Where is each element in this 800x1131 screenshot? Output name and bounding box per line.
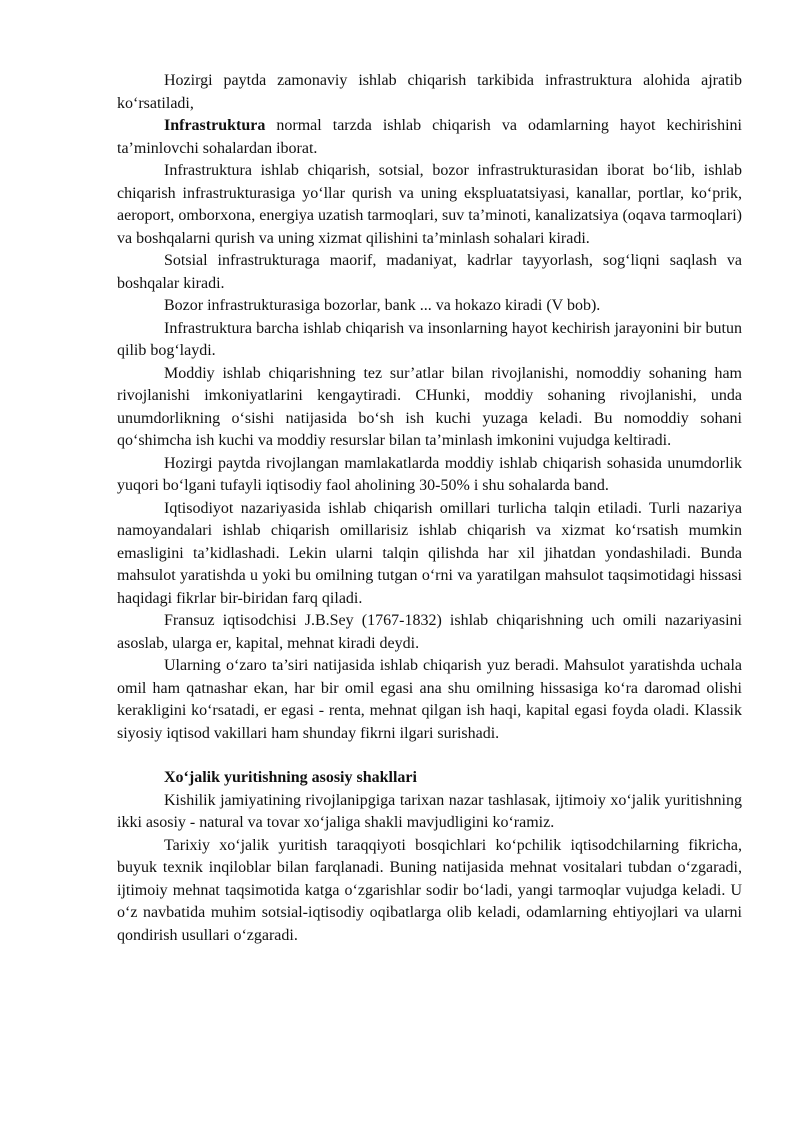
paragraph: Infrastruktura ishlab chiqarish, sotsial, bozor infrastrukturasidan iborat bo‘lib, ishlab chiqarish infrastrukturasiga yo‘llar qurish va uning ekspluatatsiyasi, kanallar, portlar, ko‘prik, aeroport, omborxona, energiya uzatish tarmoqlari, suv ta’minoti, kanalizatsiya (oqava tarmoqlari) va boshqalarni qurish va uning xizmat qilishini ta’minlash sohalari kiradi. <box>117 162 742 247</box>
paragraph-text: normal tarzda ishlab chiqarish va odamlarning hayot kechirishini ta’minlovchi sohalardan iborat. <box>117 117 742 157</box>
paragraph <box>117 115 742 160</box>
paragraph: Sotsial infrastrukturaga maorif, madaniyat, kadrlar tayyorlash, sog‘liqni saqlash va boshqalar kiradi. <box>117 252 742 292</box>
paragraph: Hozirgi paytda zamonaviy ishlab chiqarish tarkibida infrastruktura alohida ajratib ko‘rsatiladi, <box>117 72 742 112</box>
bold-term: Infrastruktura <box>164 117 266 134</box>
paragraph: Iqtisodiyot nazariyasida ishlab chiqarish omillari turlicha talqin etiladi. Turli nazariya namoyandalari ishlab chiqarish omillarisiz ishlab chiqarish va xizmat ko‘rsatish mumkin emasligini ta’kidlashadi. Lekin ularni talqin qilishda har xil jihatdan yondashiladi. Bunda mahsulot yaratishda u yoki bu omilning tutgan o‘rni va yaratilgan mahsulot taqsimotidagi hissasi haqidagi fikrlar bir-biridan farq qiladi. <box>117 499 742 607</box>
paragraph: Tarixiy xo‘jalik yuritish taraqqiyoti bosqichlari ko‘pchilik iqtisodchilarning fikricha, buyuk texnik inqiloblar bilan farqlanadi. Buning natijasida mehnat vositalari tubdan o‘zgaradi, ijtimoiy mehnat taqsimotida katga o‘zgarishlar sodir bo‘ladi, yangi tarmoqlar vujudga keladi. U o‘z navbatida muhim sotsial-iqtisodiy oqibatlarga olib keladi, odamlarning ehtiyojlari va ularni qondirish usullari o‘zgaradi. <box>117 836 742 944</box>
section-spacer <box>117 745 742 767</box>
document-page <box>117 70 742 947</box>
paragraph: Ularning o‘zaro ta’siri natijasida ishlab chiqarish yuz beradi. Mahsulot yaratishda uchala omil ham qatnashar ekan, har bir omil egasi ana shu omilning hissasiga ko‘ra daromad olishi kerakligini ko‘rsatadi, er egasi - renta, mehnat qilgan ish haqi, kapital egasi foyda oladi. Klassik siyosiy iqtisod vakillari ham shunday fikrni ilgari surishadi. <box>117 657 742 742</box>
paragraph: Infrastruktura barcha ishlab chiqarish va insonlarning hayot kechirish jarayonini bir butun qilib bog‘laydi. <box>117 319 742 359</box>
paragraph: Bozor infrastrukturasiga bozorlar, bank ... va hokazo kiradi (V bob). <box>164 297 601 314</box>
paragraph: Hozirgi paytda rivojlangan mamlakatlarda moddiy ishlab chiqarish sohasida unumdorlik yuqori bo‘lgani tufayli iqtisodiy faol aholining 30-50% i shu sohalarda band. <box>117 454 742 494</box>
paragraph: Moddiy ishlab chiqarishning tez sur’atlar bilan rivojlanishi, nomoddiy sohaning ham rivojlanishi imkoniyatlarini kengaytiradi. CHunki, moddiy sohaning rivojlanishi, unda unumdorlikning o‘sishi natijasida bo‘sh ish kuchi yuzaga keladi. Bu nomoddiy sohani qo‘shimcha ish kuchi va moddiy resurslar bilan ta’minlash imkonini vujudga keltiradi. <box>117 364 742 449</box>
paragraph: Kishilik jamiyatining rivojlanipgiga tarixan nazar tashlasak, ijtimoiy xo‘jalik yuritishning ikki asosiy - natural va tovar xo‘jaliga shakli mavjudligini ko‘ramiz. <box>117 791 742 831</box>
section-heading: Xo‘jalik yuritishning asosiy shakllari <box>164 769 417 786</box>
paragraph: Fransuz iqtisodchisi J.B.Sey (1767-1832) ishlab chiqarishning uch omili nazariyasini asoslab, ularga er, kapital, mehnat kiradi deydi. <box>117 612 742 652</box>
